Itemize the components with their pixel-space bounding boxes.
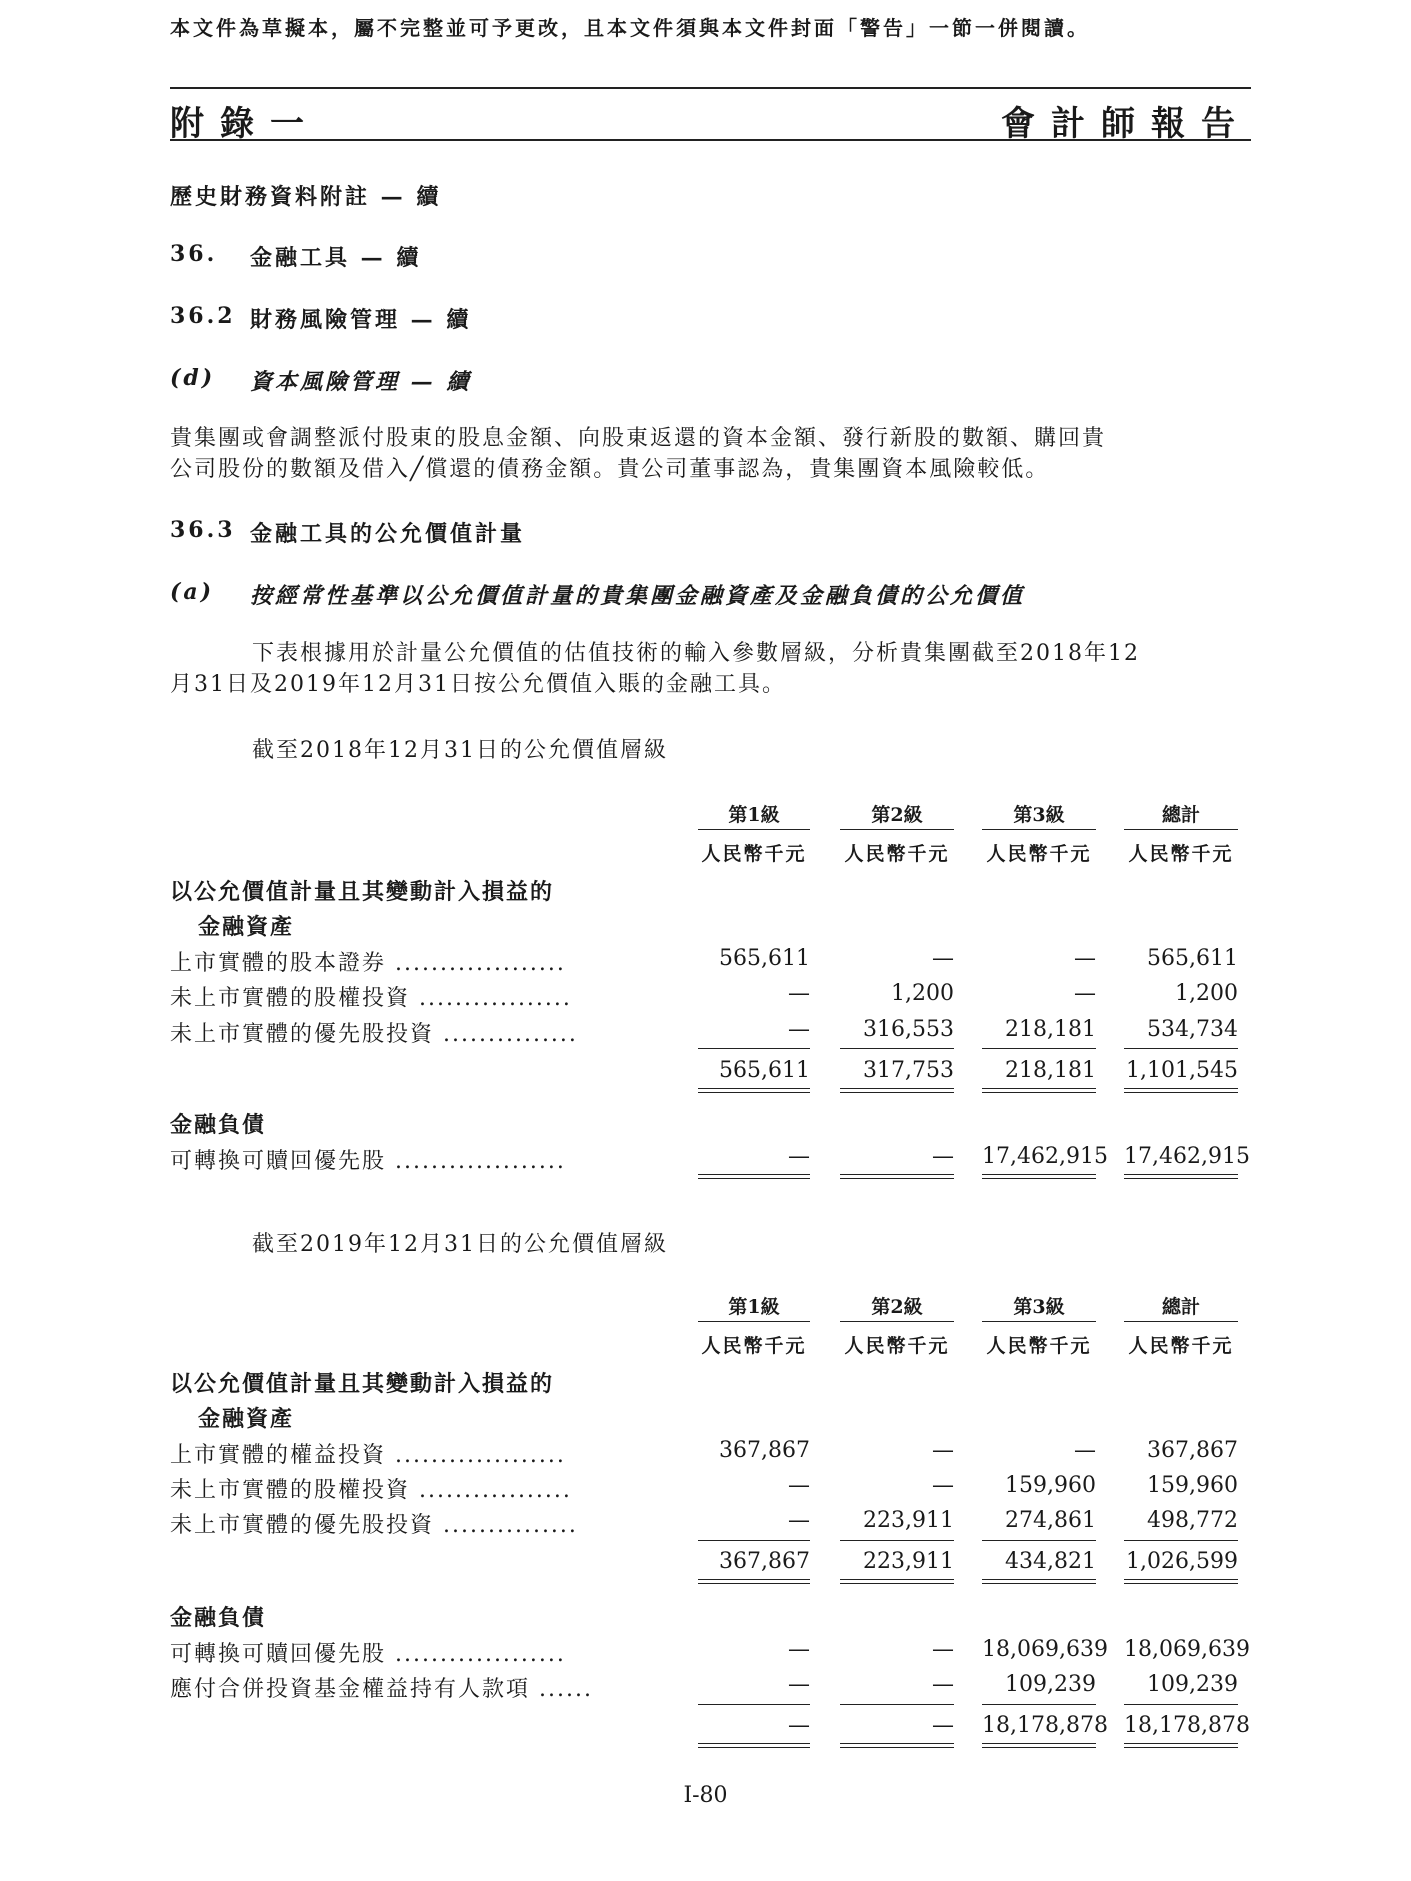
subtotal-rule [1124,1704,1238,1705]
row-label-text: 未上市實體的優先股投資 [170,1513,435,1538]
table-row-label [170,1438,566,1469]
subtotal-rule [840,1048,954,1049]
column-header-rule [698,1321,810,1322]
total-cell: 565,611 [719,1058,810,1083]
subtotal-rule [982,1540,1096,1541]
table-row-label [170,946,566,977]
section-362-title: 財務風險管理 — 續 [250,307,472,333]
liabilities-heading: 金融負債 [170,1605,267,1631]
table-cell: 565,611 [1147,946,1238,971]
table-cell: — [788,1637,810,1662]
table-row-label [170,1473,572,1504]
column-header-level-3: 第3級 [1013,1296,1065,1318]
column-unit: 人民幣千元 [701,843,807,865]
double-rule [982,1088,1096,1093]
column-header-rule [1124,829,1238,830]
column-header-level-1: 第1級 [728,804,780,826]
table-cell: 109,239 [1005,1672,1096,1697]
table-row-label [170,1637,566,1668]
total-cell: 18,178,878 [1124,1713,1250,1738]
leader-dots: ............... [443,1513,578,1538]
assets-heading: 以公允價值計量且其變動計入損益的 [170,879,555,905]
double-rule [840,1088,954,1093]
subtotal-rule [1124,1048,1238,1049]
table-cell: — [1074,981,1096,1006]
table-cell: 17,462,915 [982,1144,1108,1169]
liabilities-heading: 金融負債 [170,1112,267,1138]
intro-paragraph [170,638,1251,700]
table-cell: — [1074,946,1096,971]
section-363-number: 36.3 [170,517,236,543]
column-unit: 人民幣千元 [986,843,1092,865]
page-number: I-80 [683,1783,728,1808]
column-header-level-2: 第2級 [871,804,923,826]
double-rule [1124,1743,1238,1748]
section-a-title: 按經常性基準以公允價值計量的貴集團金融資產及金融負債的公允價值 [250,583,1026,609]
column-header-rule [982,1321,1096,1322]
table-cell: 534,734 [1147,1017,1238,1042]
total-cell: — [932,1713,954,1738]
table-cell: — [932,1473,954,1498]
table-cell: 159,960 [1005,1473,1096,1498]
paragraph-line: 下表根據用於計量公允價值的估值技術的輸入參數層級，分析貴集團截至2018年12 [252,641,1140,666]
leader-dots: ............... [443,1022,578,1047]
double-rule [982,1174,1096,1179]
paragraph-line: 貴集團或會調整派付股東的股息金額、向股東返還的資本金額、發行新股的數額、購回貴 [170,426,1107,451]
header-rule-top [170,87,1251,89]
header-rule-bottom [170,139,1251,141]
table-cell: 18,069,639 [1124,1637,1250,1662]
double-rule [1124,1579,1238,1584]
section-d-number: (d) [170,365,216,391]
table-cell: — [788,1017,810,1042]
notes-heading: 歷史財務資料附註 — 續 [170,184,442,210]
row-label-text: 上市實體的權益投資 [170,1443,387,1468]
section-36-number: 36. [170,241,218,267]
table-cell: — [788,1672,810,1697]
table-cell: — [788,1473,810,1498]
table-cell: 109,239 [1147,1672,1238,1697]
table-cell: 159,960 [1147,1473,1238,1498]
table-2019-caption: 截至2019年12月31日的公允價值層級 [252,1232,668,1257]
assets-heading: 金融資產 [198,1406,295,1432]
table-2018-caption: 截至2018年12月31日的公允價值層級 [252,738,668,763]
table-cell: — [788,1144,810,1169]
total-cell: 18,178,878 [982,1713,1108,1738]
draft-notice: 本文件為草擬本，屬不完整並可予更改，且本文件須與本文件封面「警告」一節一併閱讀。 [170,16,1090,40]
table-cell: — [932,1672,954,1697]
total-cell: 317,753 [863,1058,954,1083]
double-rule [698,1174,810,1179]
leader-dots: ................... [395,1149,566,1174]
table-row-label [170,981,572,1012]
double-rule [840,1174,954,1179]
row-label-text: 應付合併投資基金權益持有人款項 [170,1677,531,1702]
row-label-text: 上市實體的股本證券 [170,951,387,976]
double-rule [982,1579,1096,1584]
double-rule [982,1743,1096,1748]
table-row-label [170,1017,578,1048]
column-unit: 人民幣千元 [844,843,950,865]
column-unit: 人民幣千元 [1128,1335,1234,1357]
table-cell: 367,867 [1147,1438,1238,1463]
subtotal-rule [982,1048,1096,1049]
subtotal-rule [840,1540,954,1541]
column-header-rule [1124,1321,1238,1322]
header-report-title: 會計師報告 [1001,104,1251,144]
table-cell: 367,867 [719,1438,810,1463]
table-cell: — [1074,1438,1096,1463]
subtotal-rule [698,1048,810,1049]
table-cell: 316,553 [863,1017,954,1042]
total-cell: 434,821 [1005,1549,1096,1574]
section-d-title: 資本風險管理 — 續 [250,369,472,395]
column-unit: 人民幣千元 [986,1335,1092,1357]
column-unit: 人民幣千元 [1128,843,1234,865]
paragraph-line: 公司股份的數額及借入╱償還的債務金額。貴公司董事認為，貴集團資本風險較低。 [170,457,1050,482]
table-cell: 18,069,639 [982,1637,1108,1662]
table-cell: 565,611 [719,946,810,971]
row-label-text: 未上市實體的股權投資 [170,986,411,1011]
subtotal-rule [840,1704,954,1705]
row-label-text: 未上市實體的優先股投資 [170,1022,435,1047]
leader-dots: ................... [395,1443,566,1468]
double-rule [698,1743,810,1748]
leader-dots: ................... [395,1642,566,1667]
double-rule [698,1579,810,1584]
section-a-number: (a) [170,579,215,605]
column-header-level-1: 第1級 [728,1296,780,1318]
total-cell: — [788,1713,810,1738]
table-row-label [170,1672,593,1703]
leader-dots: ................. [419,986,572,1011]
leader-dots: ...... [539,1677,593,1702]
subtotal-rule [982,1704,1096,1705]
leader-dots: ................... [395,951,566,976]
table-row-label [170,1508,578,1539]
double-rule [1124,1088,1238,1093]
column-header-rule [698,829,810,830]
total-cell: 218,181 [1005,1058,1096,1083]
column-header-level-2: 第2級 [871,1296,923,1318]
total-cell: 1,026,599 [1126,1549,1238,1574]
double-rule [1124,1174,1238,1179]
column-unit: 人民幣千元 [844,1335,950,1357]
table-cell: — [932,1637,954,1662]
paragraph-line: 月31日及2019年12月31日按公允價值入賬的金融工具。 [170,672,786,697]
column-header-rule [840,1321,954,1322]
column-header-rule [840,829,954,830]
table-cell: 1,200 [891,981,954,1006]
table-row-label [170,1144,566,1175]
subtotal-rule [698,1704,810,1705]
subtotal-rule [1124,1540,1238,1541]
column-header-total: 總計 [1161,1296,1200,1318]
section-362-number: 36.2 [170,303,236,329]
row-label-text: 未上市實體的股權投資 [170,1478,411,1503]
total-cell: 1,101,545 [1126,1058,1238,1083]
double-rule [840,1579,954,1584]
table-cell: 498,772 [1147,1508,1238,1533]
leader-dots: ................. [419,1478,572,1503]
double-rule [840,1743,954,1748]
total-cell: 367,867 [719,1549,810,1574]
assets-heading: 以公允價值計量且其變動計入損益的 [170,1371,555,1397]
subtotal-rule [698,1540,810,1541]
row-label-text: 可轉換可贖回優先股 [170,1149,387,1174]
section-36-title: 金融工具 — 續 [250,245,422,271]
table-cell: — [932,1144,954,1169]
table-cell: 274,861 [1005,1508,1096,1533]
column-unit: 人民幣千元 [701,1335,807,1357]
table-cell: — [788,1508,810,1533]
column-header-rule [982,829,1096,830]
section-363-title: 金融工具的公允價值計量 [250,521,526,547]
table-cell: 1,200 [1175,981,1238,1006]
table-cell: 218,181 [1005,1017,1096,1042]
double-rule [698,1088,810,1093]
table-cell: — [932,946,954,971]
row-label-text: 可轉換可贖回優先股 [170,1642,387,1667]
header-appendix: 附錄一 [170,104,320,144]
table-cell: — [788,981,810,1006]
capital-risk-paragraph [170,423,1251,485]
table-cell: 17,462,915 [1124,1144,1250,1169]
column-header-level-3: 第3級 [1013,804,1065,826]
table-cell: 223,911 [863,1508,954,1533]
column-header-total: 總計 [1161,804,1200,826]
assets-heading: 金融資產 [198,914,295,940]
table-cell: — [932,1438,954,1463]
total-cell: 223,911 [863,1549,954,1574]
